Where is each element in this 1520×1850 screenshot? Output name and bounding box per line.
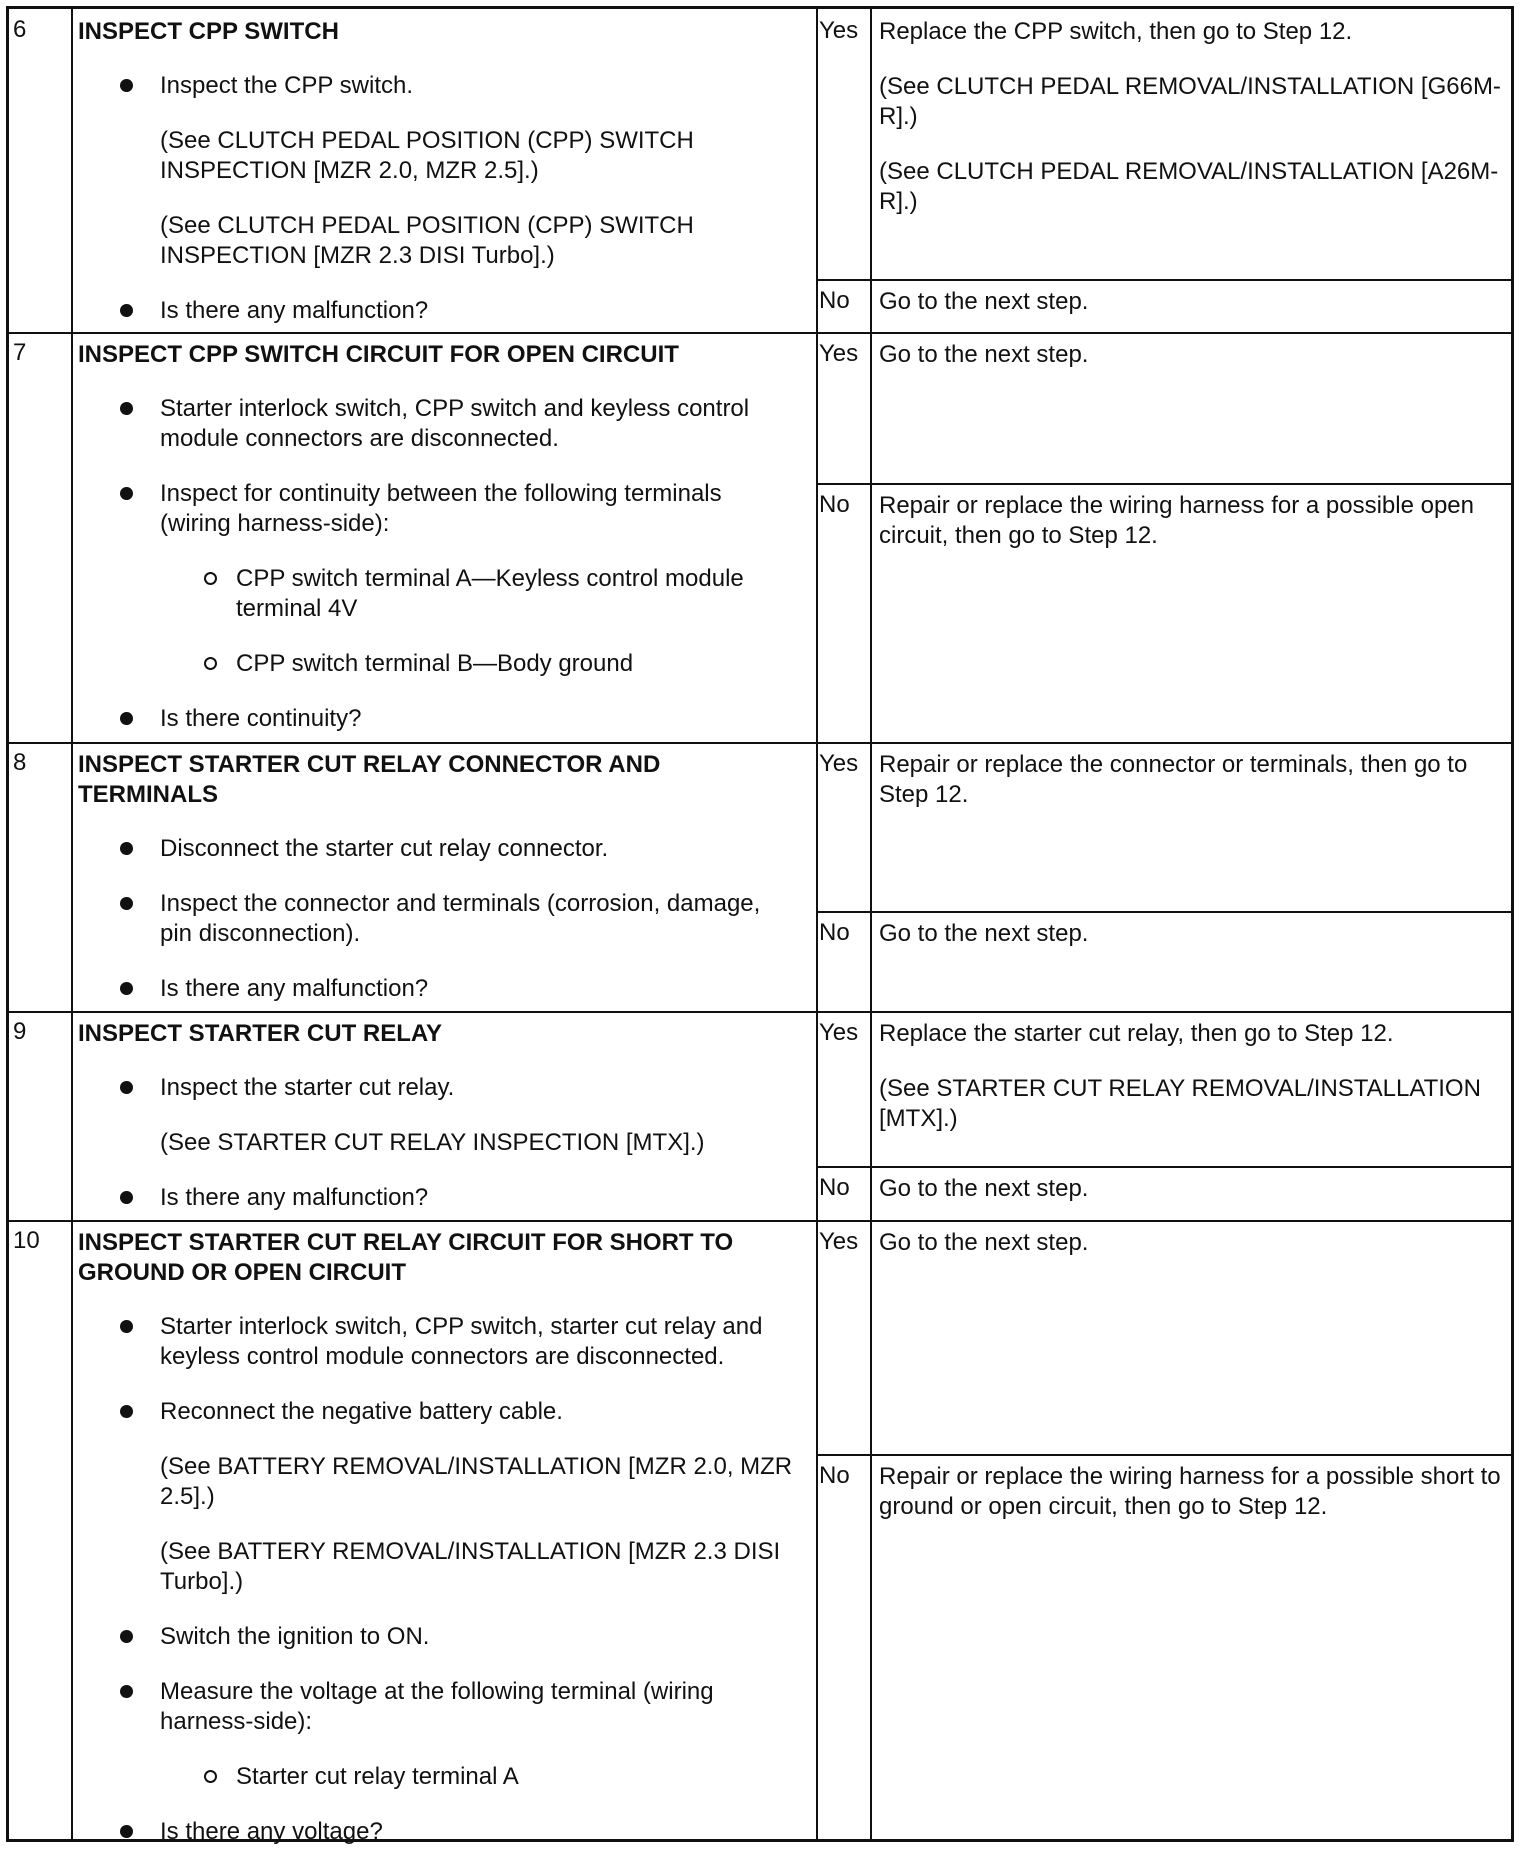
step-procedure (78, 1019, 798, 1213)
bullet-icon (120, 1630, 133, 1643)
step-10-row (9, 1220, 1511, 1845)
open-circle-icon (204, 657, 217, 670)
bullet-icon (120, 1685, 133, 1698)
no-label: No (819, 1462, 850, 1489)
step-procedure (78, 340, 798, 734)
row-divider (816, 1454, 1511, 1456)
yes-label: Yes (819, 750, 859, 777)
bullet-icon (120, 1191, 133, 1204)
step-procedure (78, 750, 798, 1004)
list-item: Reconnect the negative battery cable. (78, 1397, 798, 1427)
list-item: Starter interlock switch, CPP switch, starter cut relay and keyless control module connectors are disconnected. (78, 1312, 798, 1372)
step-number: 6 (13, 16, 27, 43)
step-title: INSPECT STARTER CUT RELAY CONNECTOR AND TERMINALS (78, 751, 661, 808)
list-item: Switch the ignition to ON. (78, 1622, 798, 1652)
list-item: Inspect for continuity between the following terminals (wiring harness-side): (78, 479, 798, 539)
list-item: Is there any voltage? (78, 1817, 798, 1847)
bullet-icon (120, 402, 133, 415)
bullet-icon (120, 304, 133, 317)
yes-action: Go to the next step. (879, 341, 1089, 368)
list-item: Disconnect the starter cut relay connector. (78, 834, 798, 864)
yes-action: Repair or replace the connector or terminals, then go to Step 12. (879, 751, 1468, 808)
bullet-icon (120, 842, 133, 855)
sub-list-item: CPP switch terminal B—Body ground (78, 649, 798, 679)
no-action: Go to the next step. (879, 1175, 1089, 1202)
row-divider (816, 1166, 1511, 1168)
row-divider (816, 911, 1511, 913)
reference-note: (See STARTER CUT RELAY INSPECTION [MTX].) (160, 1129, 705, 1156)
no-action: Repair or replace the wiring harness for a possible open circuit, then go to Step 12. (879, 492, 1474, 549)
step-procedure (78, 1228, 798, 1847)
yes-label: Yes (819, 340, 859, 367)
yes-label: Yes (819, 1228, 859, 1255)
bullet-icon (120, 712, 133, 725)
no-label: No (819, 491, 850, 518)
step-number: 9 (13, 1018, 27, 1045)
row-divider (816, 483, 1511, 485)
bullet-icon (120, 897, 133, 910)
step-9-row (9, 1011, 1511, 1220)
list-item: Is there any malfunction? (78, 296, 798, 326)
yes-answer (9, 9, 1511, 279)
no-action: Go to the next step. (879, 920, 1089, 947)
reference-note: (See BATTERY REMOVAL/INSTALLATION [MZR 2.0, MZR 2.5].) (160, 1453, 793, 1510)
yes-action: Go to the next step. (879, 1229, 1089, 1256)
sub-list-item: Starter cut relay terminal A (78, 1762, 798, 1792)
no-label: No (819, 919, 850, 946)
no-action: Go to the next step. (879, 288, 1089, 315)
reference-note: (See BATTERY REMOVAL/INSTALLATION [MZR 2.3 DISI Turbo].) (160, 1538, 781, 1595)
list-item: Is there any malfunction? (78, 974, 798, 1004)
yes-label: Yes (819, 1019, 859, 1046)
open-circle-icon (204, 572, 217, 585)
row-divider (816, 279, 1511, 281)
open-circle-icon (204, 1770, 217, 1783)
diagnostic-table (6, 6, 1514, 1845)
step-7-row (9, 332, 1511, 742)
bullet-icon (120, 1825, 133, 1838)
list-item: Measure the voltage at the following terminal (wiring harness-side): (78, 1677, 798, 1737)
step-number: 8 (13, 749, 27, 776)
list-item: Is there any malfunction? (78, 1183, 798, 1213)
step-title: INSPECT STARTER CUT RELAY (78, 1020, 443, 1047)
yes-label: Yes (819, 17, 859, 44)
step-number: 7 (13, 339, 27, 366)
yes-action: Replace the CPP switch, then go to Step 12. (See CLUTCH PEDAL REMOVAL/INSTALLATION [G66M-R].) (See CLUTCH PEDAL REMOVAL/INSTALLATION [A26M-R].) (879, 18, 1501, 215)
list-item: Inspect the starter cut relay. (78, 1073, 798, 1103)
bullet-icon (120, 1405, 133, 1418)
list-item: Inspect the connector and terminals (corrosion, damage, pin disconnection). (78, 889, 798, 949)
bullet-icon (120, 982, 133, 995)
step-title: INSPECT CPP SWITCH (78, 18, 339, 45)
bullet-icon (120, 1081, 133, 1094)
step-6-row (9, 9, 1511, 332)
yes-action: Replace the starter cut relay, then go to Step 12. (See STARTER CUT RELAY REMOVAL/INSTALLATION [MTX].) (879, 1020, 1481, 1132)
no-action: Repair or replace the wiring harness for a possible short to ground or open circuit, then go to Step 12. (879, 1463, 1501, 1520)
bullet-icon (120, 487, 133, 500)
reference-note: (See CLUTCH PEDAL POSITION (CPP) SWITCH INSPECTION [MZR 2.3 DISI Turbo].) (160, 212, 694, 269)
step-number: 10 (13, 1227, 40, 1254)
list-item: Starter interlock switch, CPP switch and keyless control module connectors are disconnected. (78, 394, 798, 454)
list-item: Is there continuity? (78, 704, 798, 734)
sub-list-item: CPP switch terminal A—Keyless control module terminal 4V (78, 564, 798, 624)
step-8-row (9, 742, 1511, 1011)
reference-note: (See CLUTCH PEDAL POSITION (CPP) SWITCH INSPECTION [MZR 2.0, MZR 2.5].) (160, 127, 694, 184)
bullet-icon (120, 1320, 133, 1333)
no-label: No (819, 1174, 850, 1201)
list-item: Inspect the CPP switch. (78, 71, 798, 101)
step-title: INSPECT STARTER CUT RELAY CIRCUIT FOR SHORT TO GROUND OR OPEN CIRCUIT (78, 1229, 734, 1286)
no-label: No (819, 287, 850, 314)
step-title: INSPECT CPP SWITCH CIRCUIT FOR OPEN CIRCUIT (78, 341, 679, 368)
